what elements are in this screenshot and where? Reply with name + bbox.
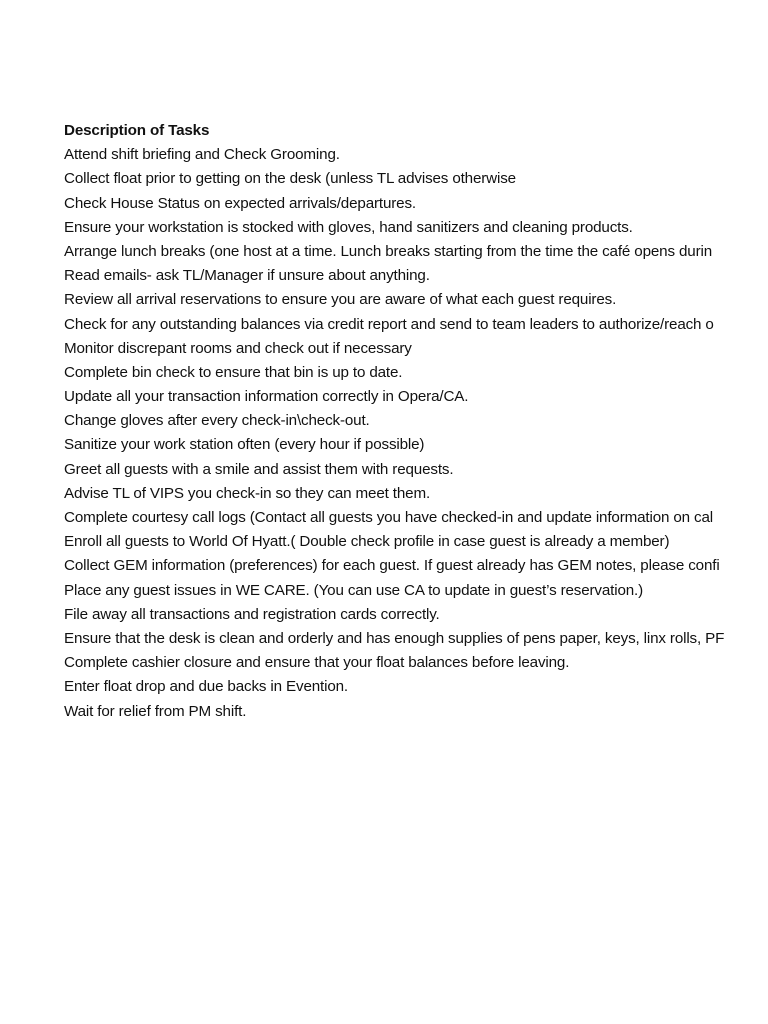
- task-item: Check for any outstanding balances via credit report and send to team leaders to authorize/reach o: [64, 315, 714, 333]
- task-item: Ensure that the desk is clean and orderly and has enough supplies of pens paper, keys, linx rolls, PF: [64, 629, 725, 647]
- task-item: Ensure your workstation is stocked with gloves, hand sanitizers and cleaning products.: [64, 218, 633, 236]
- task-item: Wait for relief from PM shift.: [64, 702, 247, 720]
- task-item: Collect float prior to getting on the desk (unless TL advises otherwise: [64, 170, 516, 188]
- task-item: Arrange lunch breaks (one host at a time. Lunch breaks starting from the time the café opens durin: [64, 242, 713, 260]
- task-item: Enroll all guests to World Of Hyatt.( Double check profile in case guest is already a member): [64, 533, 670, 551]
- task-list: [64, 143, 768, 724]
- task-item: Complete courtesy call logs (Contact all guests you have checked-in and update information on cal: [64, 509, 714, 526]
- task-item: Place any guest issues in WE CARE. (You can use CA to update in guest’s reservation.): [64, 581, 644, 599]
- task-item: Attend shift briefing and Check Grooming.: [64, 146, 340, 164]
- task-description-section: [64, 119, 768, 724]
- task-item: Greet all guests with a smile and assist them with requests.: [64, 460, 454, 478]
- task-item: Update all your transaction information correctly in Opera/CA.: [64, 388, 469, 406]
- task-item: Change gloves after every check-in\check-out.: [64, 412, 370, 430]
- task-item: Enter float drop and due backs in Evention.: [64, 678, 348, 696]
- task-item: Collect GEM information (preferences) for each guest. If guest already has GEM notes, please confi: [64, 557, 720, 575]
- task-item: Complete cashier closure and ensure that your float balances before leaving.: [64, 654, 570, 672]
- section-heading: Description of Tasks: [64, 122, 210, 139]
- task-item: Check House Status on expected arrivals/departures.: [64, 194, 416, 212]
- task-item: Complete bin check to ensure that bin is up to date.: [64, 363, 403, 381]
- task-item: Advise TL of VIPS you check-in so they can meet them.: [64, 484, 431, 502]
- task-item: Review all arrival reservations to ensure you are aware of what each guest requires.: [64, 291, 617, 309]
- task-item: Read emails- ask TL/Manager if unsure about anything.: [64, 267, 430, 285]
- task-item: File away all transactions and registration cards correctly.: [64, 605, 440, 623]
- task-item: Monitor discrepant rooms and check out if necessary: [64, 339, 412, 357]
- task-item: Sanitize your work station often (every hour if possible): [64, 436, 425, 454]
